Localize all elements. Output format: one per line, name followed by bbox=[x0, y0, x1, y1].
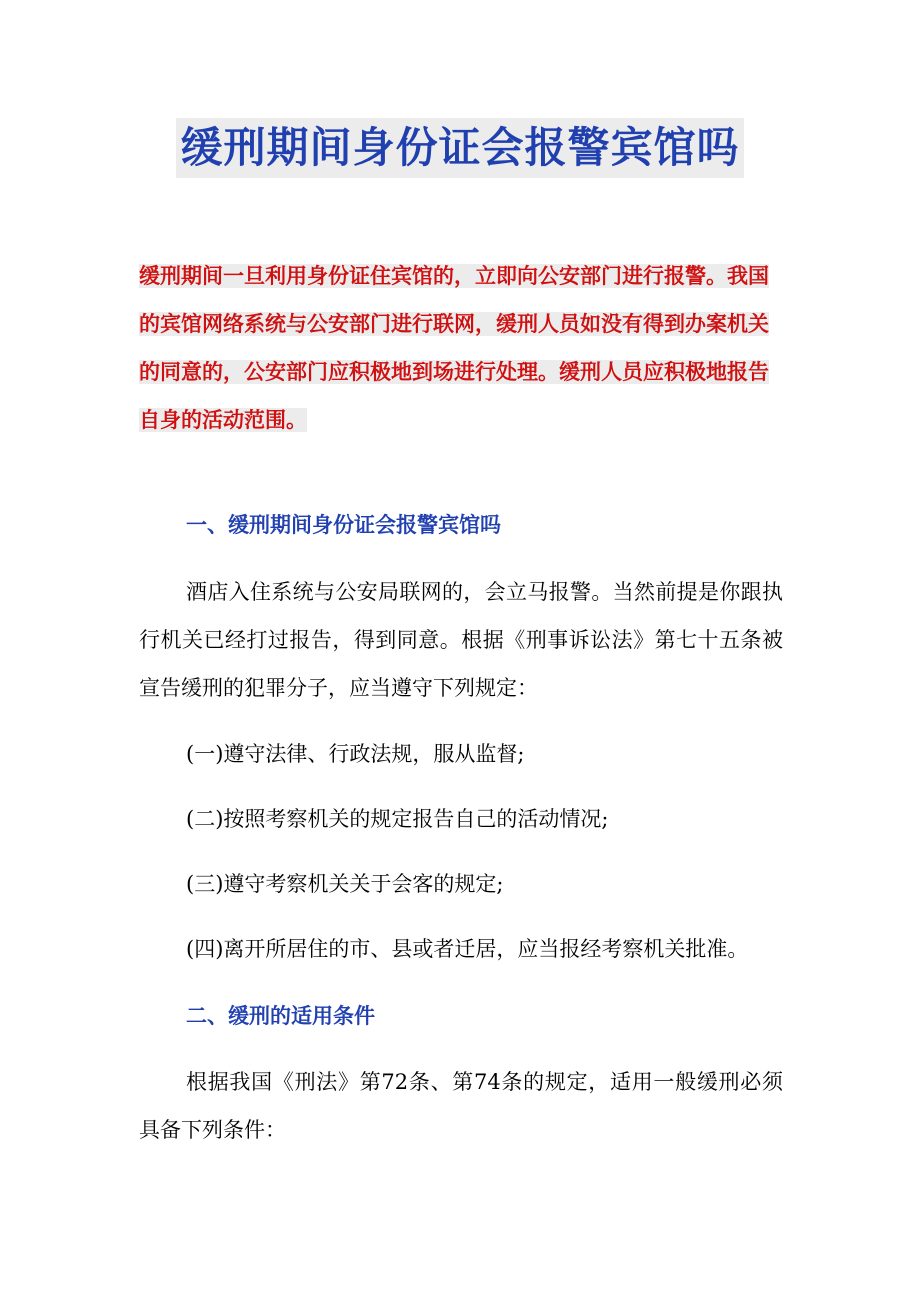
summary-text: 缓刑期间一旦利用身份证住宾馆的，立即向公安部门进行报警。我国的宾馆网络系统与公安部门进行联网，缓刑人员如没有得到办案机关的同意的，公安部门应积极地到场进行处理。缓刑人员应积极地报告自身的活动范围。 bbox=[139, 264, 769, 432]
list-item: (三)遵守考察机关关于会客的规定; bbox=[186, 872, 504, 896]
list-item: (一)遵守法律、行政法规，服从监督; bbox=[186, 742, 525, 766]
section-1-heading: 一、缓刑期间身份证会报警宾馆吗 bbox=[186, 513, 501, 537]
page-title: 缓刑期间身份证会报警宾馆吗 bbox=[176, 118, 743, 178]
summary-paragraph bbox=[139, 252, 783, 444]
section-2-heading: 二、缓刑的适用条件 bbox=[186, 1004, 375, 1028]
list-item: (二)按照考察机关的规定报告自己的活动情况; bbox=[186, 807, 609, 831]
title-wrapper bbox=[0, 118, 920, 178]
section-2-paragraph: 根据我国《刑法》第72条、第74条的规定，适用一般缓刑必须具备下列条件： bbox=[139, 1070, 783, 1142]
section-1-paragraph: 酒店入住系统与公安局联网的，会立马报警。当然前提是你跟执行机关已经打过报告，得到同意。根据《刑事诉讼法》第七十五条被宣告缓刑的犯罪分子，应当遵守下列规定： bbox=[139, 580, 783, 700]
list-item: (四)离开所居住的市、县或者迁居，应当报经考察机关批准。 bbox=[186, 937, 749, 961]
